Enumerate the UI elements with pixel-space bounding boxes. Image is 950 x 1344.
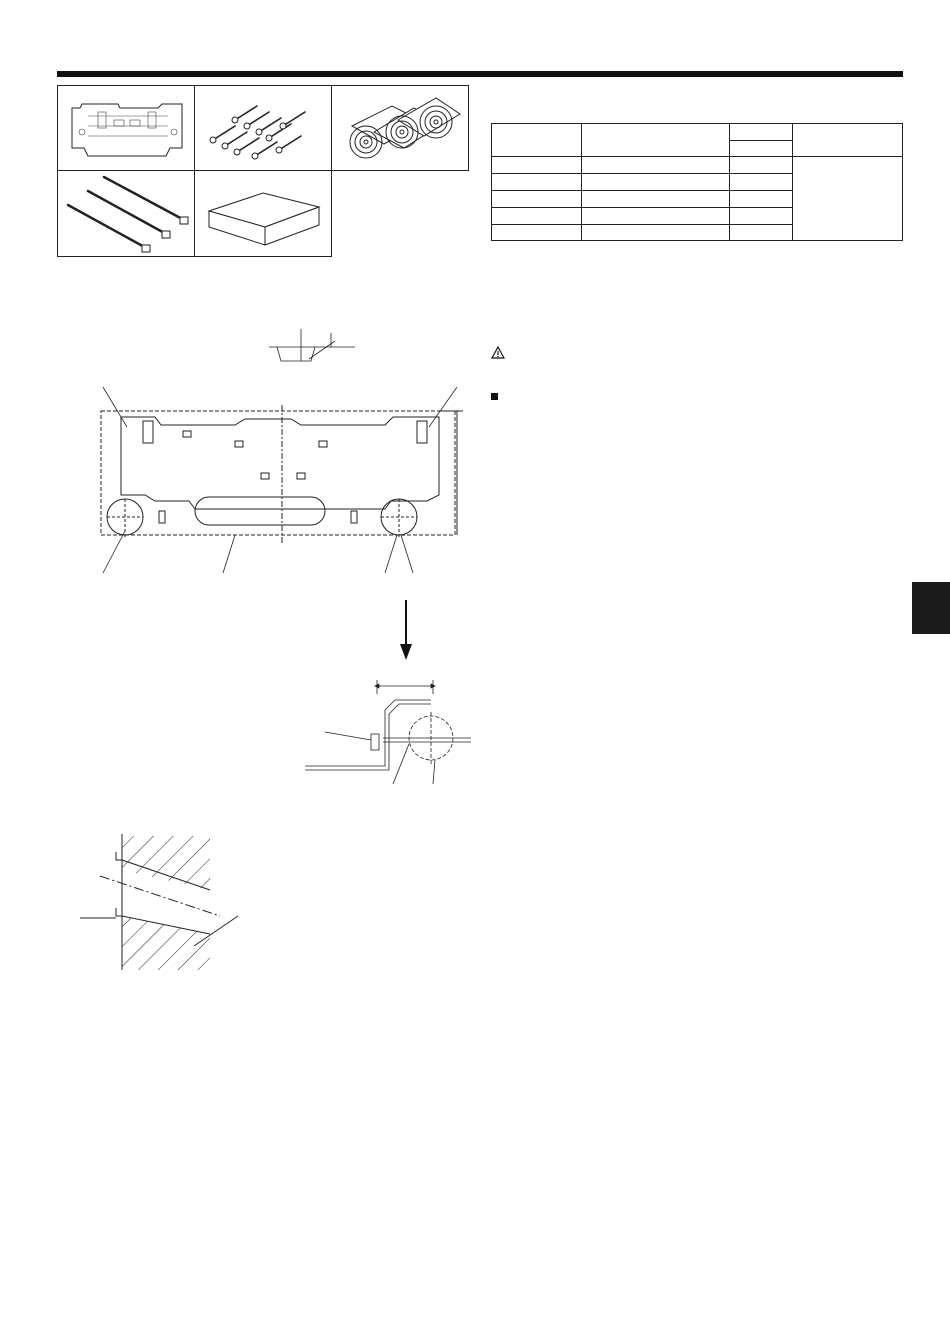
table-cell <box>582 124 730 157</box>
multiply-sign <box>582 174 730 191</box>
table-cell <box>730 174 793 191</box>
accessories-figure <box>57 85 469 257</box>
table-cell <box>492 157 582 174</box>
model-heading <box>491 391 503 403</box>
arrow-down-icon <box>396 598 416 662</box>
square-bullet-icon <box>491 393 498 400</box>
felt-pad-icon <box>195 171 333 258</box>
pipe-position-drawing <box>55 325 470 595</box>
table-cell <box>492 225 582 241</box>
insulation-rolls-icon <box>332 86 470 172</box>
top-rule <box>57 71 903 77</box>
screws-cell <box>194 85 332 171</box>
table-cell <box>492 191 582 208</box>
insulation-rolls-cell <box>331 85 469 171</box>
table-cell <box>730 141 793 157</box>
table-cell <box>582 225 730 241</box>
table-cell <box>582 208 730 225</box>
mounting-plate-cell <box>57 85 195 171</box>
felt-pad-cell <box>194 170 332 257</box>
screws-icon <box>195 86 333 172</box>
mounting-plate-icon <box>58 86 196 172</box>
table-cell <box>793 157 903 241</box>
table-cell <box>793 124 903 157</box>
table-cell <box>730 124 793 141</box>
table-cell <box>730 191 793 208</box>
table-cell <box>492 124 582 157</box>
wall-section-drawing <box>80 830 240 972</box>
table-cell <box>730 157 793 174</box>
parts-table <box>491 123 903 241</box>
cable-ties-icon <box>58 171 196 258</box>
table-cell <box>492 174 582 191</box>
language-tab <box>912 582 950 634</box>
table-cell <box>730 225 793 241</box>
warning-triangle-icon <box>491 346 505 359</box>
pipe-detail-drawing <box>305 676 473 788</box>
table-cell <box>492 208 582 225</box>
table-cell <box>582 191 730 208</box>
table-cell <box>730 208 793 225</box>
table-cell <box>582 157 730 174</box>
cable-ties-cell <box>57 170 195 257</box>
